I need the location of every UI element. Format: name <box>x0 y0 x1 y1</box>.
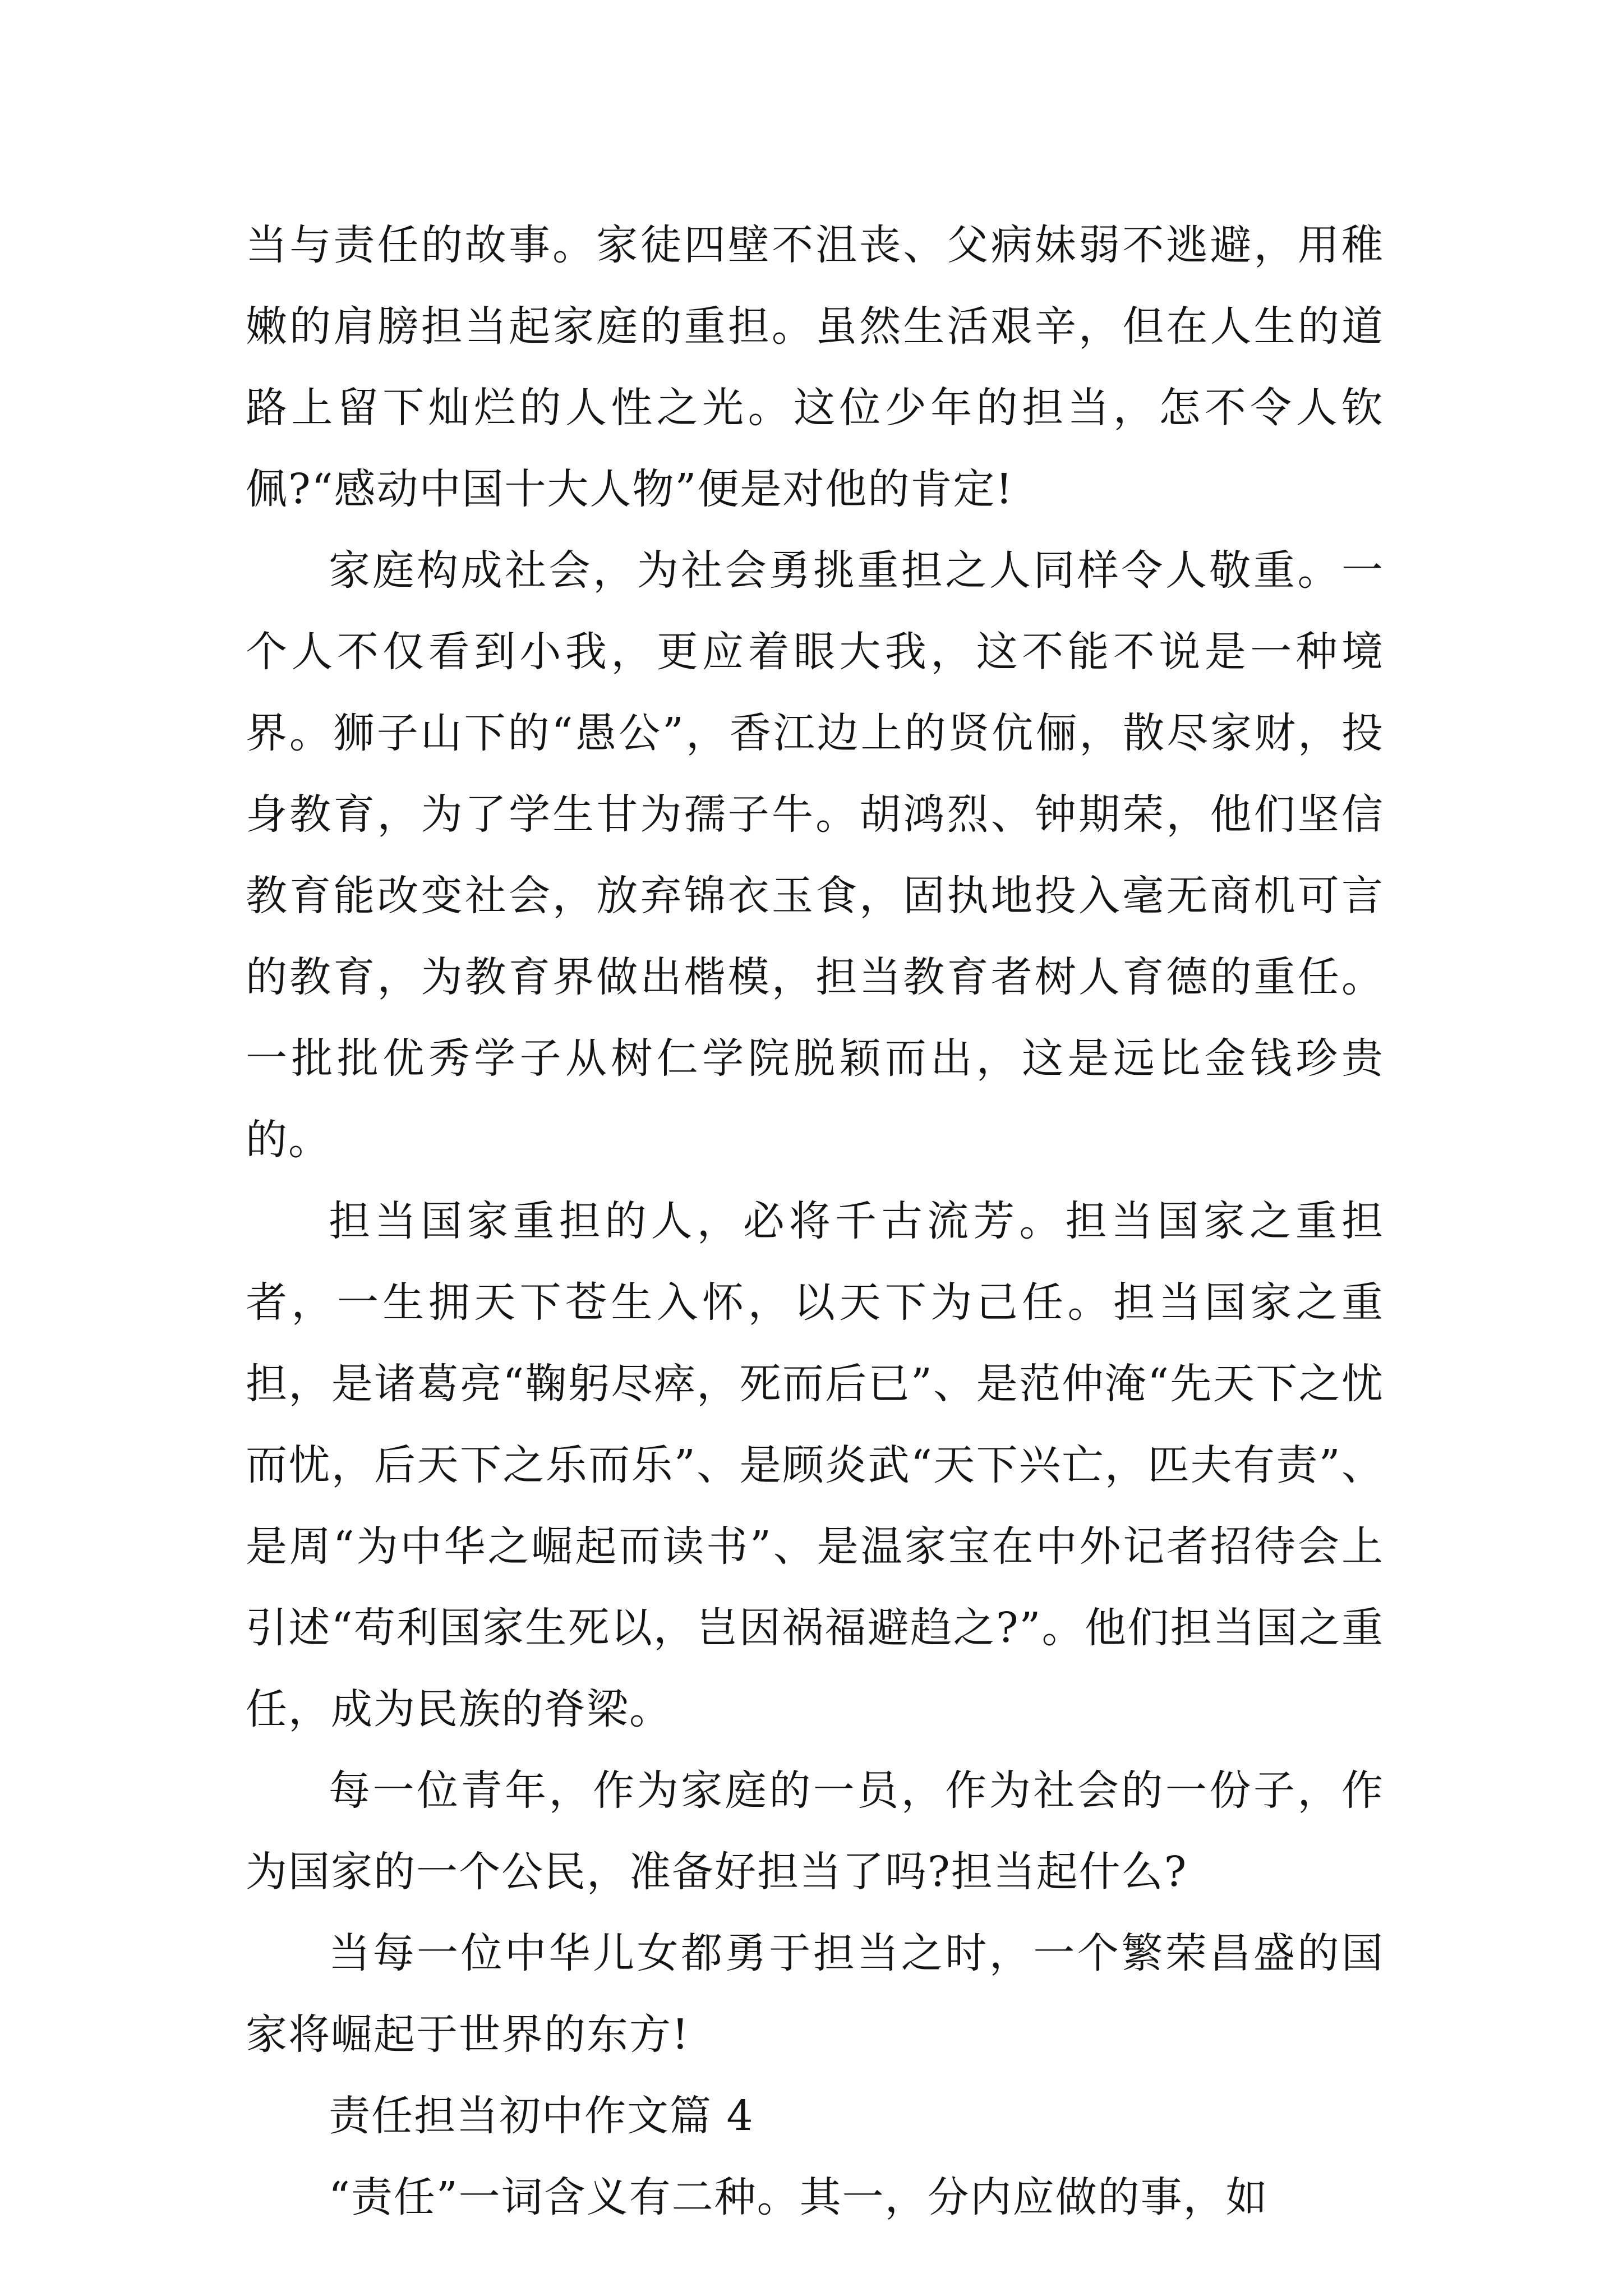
paragraph-6: “责任”一词含义有二种。其一，分内应做的事，如 <box>329 2173 1269 2221</box>
paragraph-4: 每一位青年，作为家庭的一员，作为社会的一份子，作为国家的一个公民，准备好担当了吗?担当起什么? <box>246 1766 1384 1896</box>
document-body <box>246 205 1384 2238</box>
section-heading: 责任担当初中作文篇 4 <box>329 2092 754 2140</box>
paragraph-5: 当每一位中华儿女都勇于担当之时，一个繁荣昌盛的国家将崛起于世界的东方! <box>246 1929 1384 2059</box>
paragraph-2: 家庭构成社会，为社会勇挑重担之人同样令人敬重。一个人不仅看到小我，更应着眼大我，这不能不说是一种境界。狮子山下的“愚公”，香江边上的贤伉俪，散尽家财，投身教育，为了学生甘为孺子牛。胡鸿烈、钟期荣，他们坚信教育能改变社会，放弃锦衣玉食，固执地投入毫无商机可言的教育，为教育界做出楷模，担当教育者树人育德的重任。一批批优秀学子从树仁学院脱颖而出，这是远比金钱珍贵的。 <box>246 546 1384 1164</box>
paragraph-1: 当与责任的故事。家徒四壁不沮丧、父病妹弱不逃避，用稚嫩的肩膀担当起家庭的重担。虽然生活艰辛，但在人生的道路上留下灿烂的人性之光。这位少年的担当，怎不令人钦佩?“感动中国十大人物”便是对他的肯定! <box>246 221 1384 513</box>
paragraph-3: 担当国家重担的人，必将千古流芳。担当国家之重担者，一生拥天下苍生入怀，以天下为己任。担当国家之重担，是诸葛亮“鞠躬尽瘁，死而后已”、是范仲淹“先天下之忧而忧，后天下之乐而乐”、是顾炎武“天下兴亡，匹夫有责”、是周“为中华之崛起而读书”、是温家宝在中外记者招待会上引述“苟利国家生死以，岂因祸福避趋之?”。他们担当国之重任，成为民族的脊梁。 <box>246 1197 1384 1733</box>
